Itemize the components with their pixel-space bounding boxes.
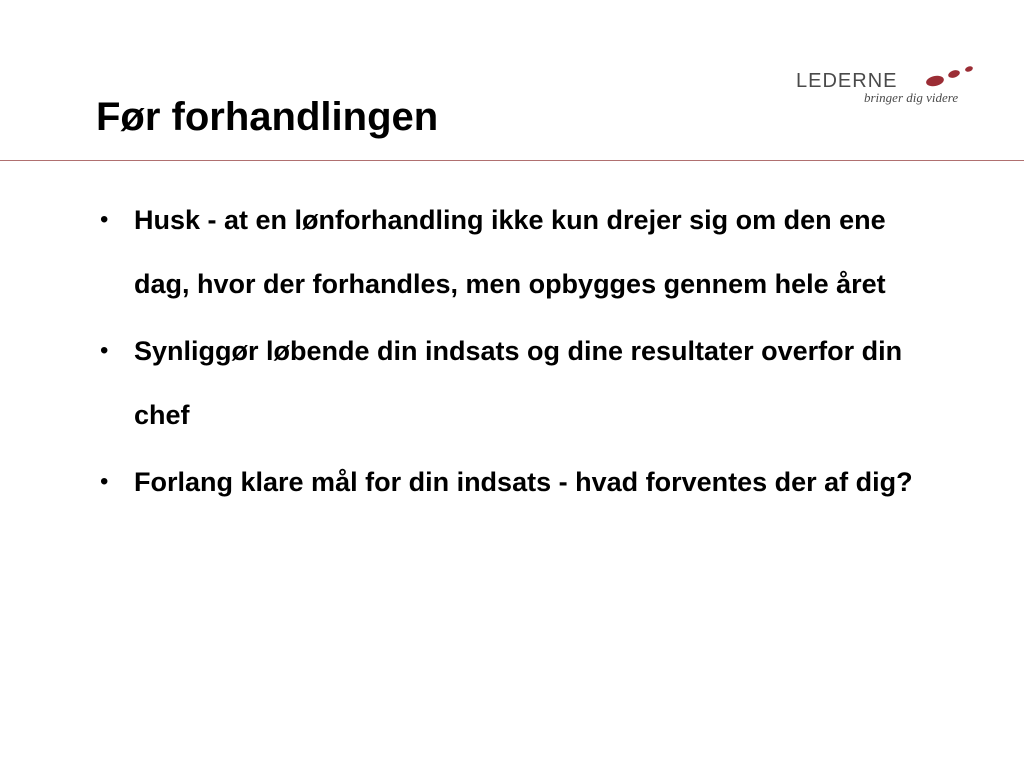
logo-dot-small <box>964 65 973 72</box>
bullet-text: Synliggør løbende din indsats og dine resultater overfor din chef <box>134 336 903 430</box>
bullet-text: Forlang klare mål for din indsats - hvad forventes der af dig? <box>134 467 913 497</box>
slide-title: Før forhandlingen <box>96 95 439 139</box>
title-divider <box>0 160 1024 161</box>
bullet-text: Husk - at en lønforhandling ikke kun drejer sig om den ene dag, hvor der forhandles, men opbygges gennem hele året <box>134 205 886 299</box>
bullet-item <box>96 188 936 316</box>
logo-dots-icon <box>924 64 980 88</box>
bullet-item <box>96 319 936 447</box>
logo-dot-medium <box>947 69 961 79</box>
bullet-marker: • <box>100 206 109 233</box>
bullet-marker: • <box>100 337 109 364</box>
bullet-marker: • <box>100 468 109 495</box>
bullet-list <box>96 188 936 514</box>
logo-tagline: bringer dig videre <box>864 90 959 105</box>
logo-wordmark: LEDERNE <box>796 70 898 92</box>
ledere-logo <box>796 64 986 110</box>
bullet-item <box>96 450 936 514</box>
logo-dot-large <box>925 74 945 88</box>
